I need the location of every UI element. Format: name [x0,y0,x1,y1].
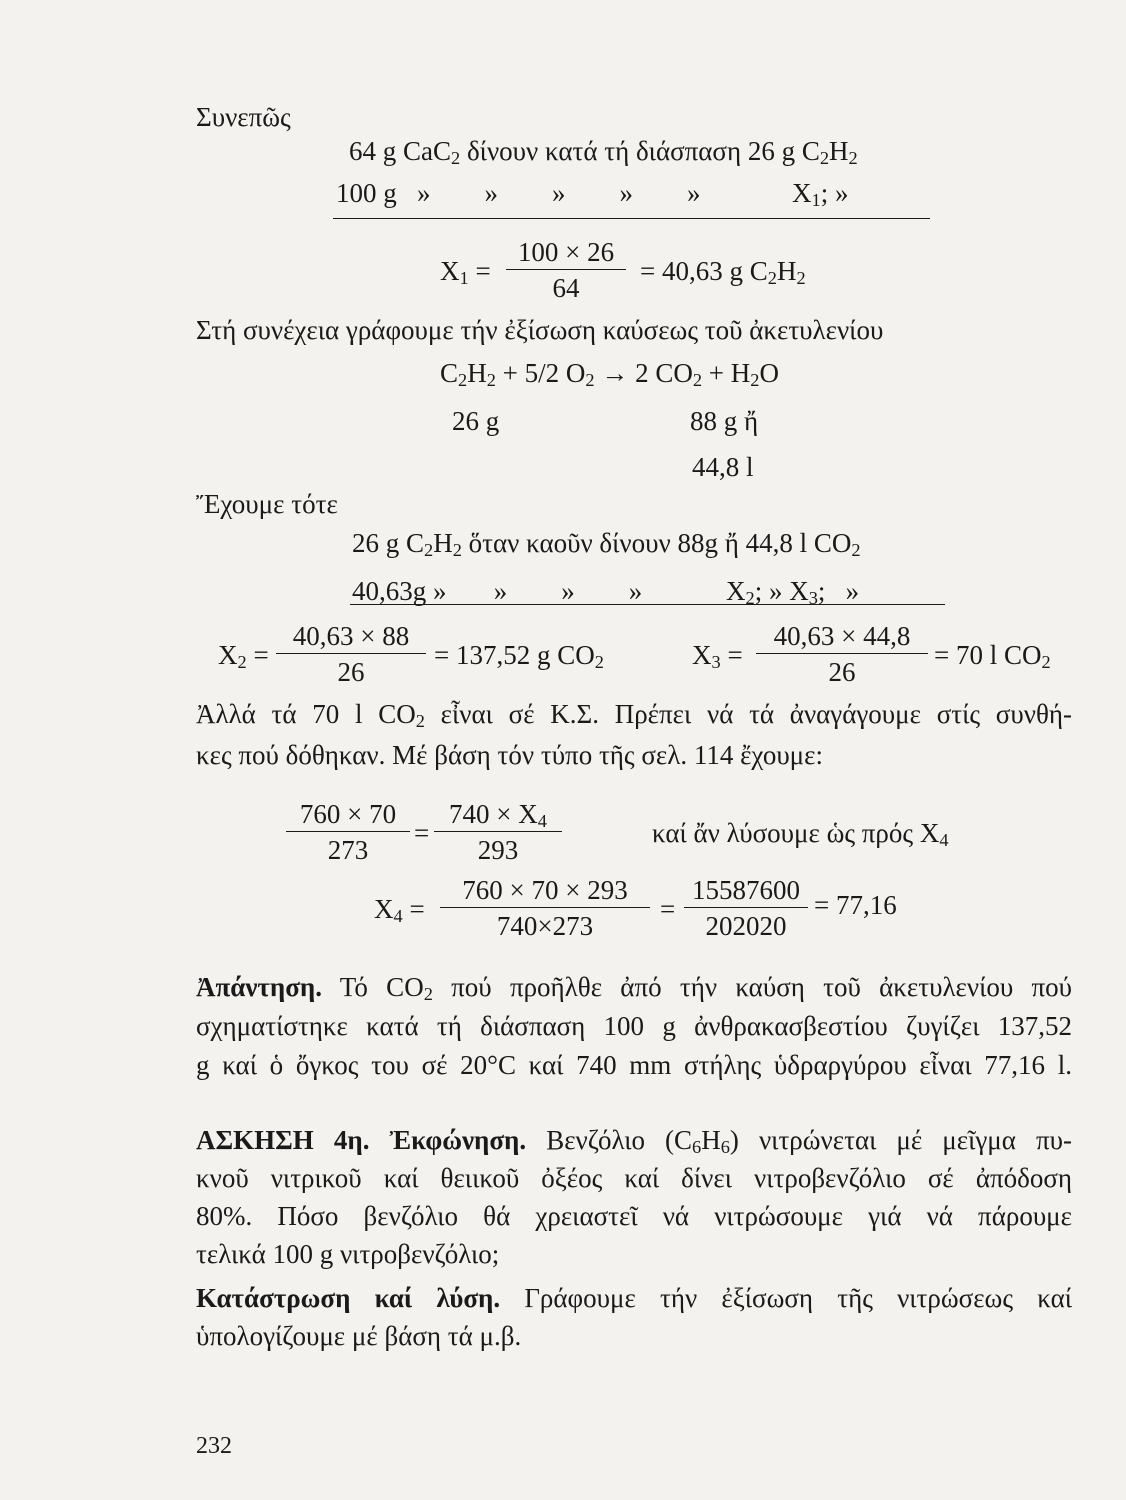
ratio1-rule [333,218,930,219]
conditions-line-1: Ἀλλά τά 70 l $CO_2$ εἶναι σέ Κ.Σ. Πρέπει νά τά ἀναγάγουμε στίς συνθή- [196,699,1072,732]
gas-left-denominator: 273 [327,835,369,865]
gas-left-fraction [286,798,410,866]
page-number: 232 [196,1433,232,1459]
solution-label: Κατάστρωση καί λύση. [196,1283,501,1313]
gas-note: καί ἄν λύσουμε ὡς πρός $X_4$ [652,818,949,851]
reaction-mass-left: 26 g [452,406,500,436]
x1-rhs: = 40,63 g $C_2H_2$ [640,256,806,289]
exercise4-line-3: 80%. Πόσο βενζόλιο θά χρειαστεῖ νά νιτρώσουμε γιά νά πάρουμε [196,1201,1072,1231]
answer-line-2: σχηματίστηκε κατά τή διάσπαση 100 g ἀνθρακασβεστίου ζυγίζει 137,52 [196,1011,1072,1041]
solution-line-1: Κατάστρωση καί λύση. Γράφουμε τήν ἐξίσωση τῆς νιτρώσεως καί [196,1283,1072,1313]
combustion-intro: Στή συνέχεια γράφουμε τήν ἐξίσωση καύσεως τοῦ ἀκετυλενίου [196,315,884,345]
solution-line-2: ὑπολογίζουμε μέ βάση τά μ.β. [196,1321,522,1351]
x1-numerator: 100 × 26 [506,236,626,270]
exercise4-line-4: τελικά 100 g νιτροβενζόλιο; [196,1239,500,1269]
x1-denominator: 64 [552,273,580,303]
x3-lhs: $X_3$ = [692,640,743,673]
x2-lhs: $X_2$ = [218,640,269,673]
gas-left-numerator: 760 × 70 [286,798,410,832]
x4-equals: = [660,894,676,924]
x2-fraction [276,620,426,688]
x4-fraction-1 [440,874,650,942]
intro-word: Συνεπῶς [196,102,291,132]
x1-fraction [506,236,626,304]
x4-lhs: $X_4$ = [374,894,425,927]
exercise4-label: ΑΣΚΗΣΗ 4η. Ἐκφώνηση. [196,1125,527,1155]
ratio1-line1: 64 g CaC$_2$ δίνουν κατά τή διάσπαση 26 g $C_2H_2$ [349,136,858,169]
ratio1-line2: 100 g » » » » » $X_1$; » [336,178,849,211]
x4-numerator-1: 760 × 70 × 293 [440,874,650,908]
then-phrase: Ἔχουμε τότε [196,489,338,519]
exercise4-line-1: ΑΣΚΗΣΗ 4η. Ἐκφώνηση. Βενζόλιο $(C_6H_6)$ νιτρώνεται μέ μεῖγμα πυ- [196,1125,1072,1158]
x4-denominator-1: 740×273 [496,911,594,941]
answer-line-3: g καί ὁ ὄγκος του σέ 20°C καί 740 mm στήλης ὑδραργύρου εἶναι 77,16 l. [196,1050,1072,1080]
x2-denominator: 26 [337,657,365,687]
x2-rhs: = 137,52 g $CO_2$ [434,640,604,673]
x1-lhs: $X_1$ = [440,256,491,289]
x4-fraction-2 [684,874,808,942]
gas-equals: = [414,818,430,848]
exercise4-line-2: κνοῦ νιτρικοῦ καί θειικοῦ ὀξέος καί δίνει νιτροβενζόλιο σέ ἀπόδοση [196,1163,1072,1193]
ratio2-rule [350,604,945,605]
x3-fraction [756,620,928,688]
x4-numerator-2: 15587600 [684,874,808,908]
x3-rhs: = 70 l $CO_2$ [934,640,1051,673]
gas-right-denominator: 293 [477,835,519,865]
answer-line-1: Ἀπάντηση. Τό $CO_2$ πού προῆλθε ἀπό τήν καύση τοῦ ἀκετυλενίου πού [196,972,1072,1005]
gas-right-numerator: $740 \times X_4$ [434,798,562,832]
reaction-volume-right: 44,8 l [692,452,754,482]
ratio2-line2: 40,63g » » » » $X_2$; » $X_3$; » [352,576,860,609]
ratio2-line1: 26 g $C_2H_2$ ὅταν καοῦν δίνουν 88g ἤ 44,8 l $CO_2$ [352,528,861,561]
x3-numerator: 40,63 × 44,8 [756,620,928,654]
conditions-line-2: κες πού δόθηκαν. Μέ βάση τόν τύπο τῆς σελ. 114 ἔχουμε: [196,740,823,770]
x2-numerator: 40,63 × 88 [276,620,426,654]
answer-label: Ἀπάντηση. [196,972,322,1002]
x4-denominator-2: 202020 [705,911,787,941]
reaction-mass-right: 88 g ἤ [690,406,759,436]
x4-result: = 77,16 [814,890,897,920]
gas-right-fraction [434,798,562,866]
combustion-reaction: $C_2H_2 + 5/2$ $O_2 \to 2$ $CO_2 + H_2O$ [440,358,779,391]
x3-denominator: 26 [828,657,856,687]
